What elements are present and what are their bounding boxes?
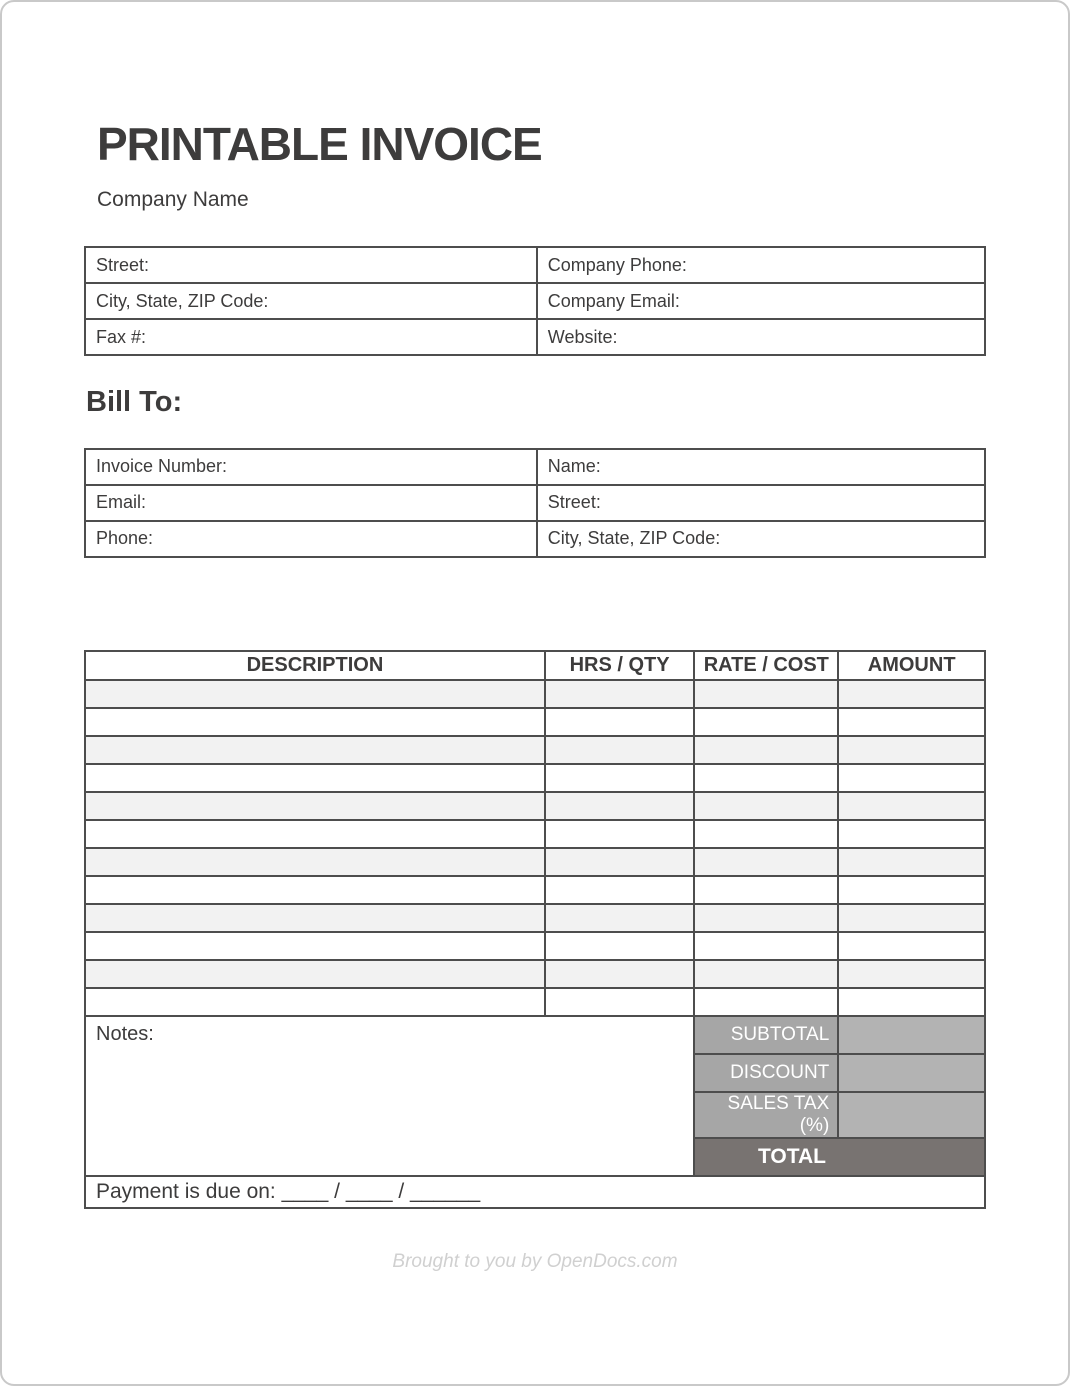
line-items-table [84, 650, 986, 1209]
field-label: Website: [547, 326, 618, 347]
company-website-field[interactable] [537, 319, 985, 355]
page-title: PRINTABLE INVOICE [97, 118, 542, 170]
line-item-cell[interactable] [838, 932, 985, 960]
line-item-cell[interactable] [694, 708, 838, 736]
line-item-row [85, 876, 985, 904]
line-item-row [85, 848, 985, 876]
company-name: Company Name [97, 188, 249, 212]
subtotal-row [85, 1016, 985, 1054]
table-row [85, 283, 985, 319]
line-item-cell[interactable] [85, 904, 545, 932]
sales-tax-value[interactable] [838, 1092, 985, 1138]
line-item-cell[interactable] [694, 820, 838, 848]
line-item-cell[interactable] [85, 932, 545, 960]
payment-due-line[interactable]: Payment is due on: ____ / ____ / ______ [85, 1176, 985, 1208]
line-item-cell[interactable] [545, 708, 694, 736]
line-item-cell[interactable] [838, 988, 985, 1016]
line-item-cell[interactable] [838, 820, 985, 848]
line-item-cell[interactable] [85, 708, 545, 736]
line-item-cell[interactable] [545, 764, 694, 792]
bill-to-city-state-zip-field[interactable] [537, 521, 985, 557]
table-row [85, 521, 985, 557]
page-content [2, 120, 1068, 1209]
line-item-cell[interactable] [545, 820, 694, 848]
summary-section [85, 1016, 985, 1208]
line-item-row [85, 932, 985, 960]
bill-to-street-field[interactable] [537, 485, 985, 521]
line-item-row [85, 904, 985, 932]
subtotal-label: SUBTOTAL [694, 1016, 838, 1054]
line-item-cell[interactable] [85, 764, 545, 792]
company-email-field[interactable] [537, 283, 985, 319]
line-item-cell[interactable] [85, 680, 545, 708]
line-item-cell[interactable] [694, 904, 838, 932]
line-item-cell[interactable] [694, 988, 838, 1016]
sales-tax-label: SALES TAX (%) [694, 1092, 838, 1138]
line-item-row [85, 680, 985, 708]
col-header-hrs-qty: HRS / QTY [545, 651, 694, 680]
line-item-cell[interactable] [838, 708, 985, 736]
line-item-cell[interactable] [545, 932, 694, 960]
line-item-row [85, 736, 985, 764]
line-item-cell[interactable] [545, 792, 694, 820]
bill-to-name-field[interactable] [537, 449, 985, 485]
line-item-cell[interactable] [838, 960, 985, 988]
footer-attribution: Brought to you by OpenDocs.com [392, 1250, 678, 1272]
bill-to-table [84, 448, 986, 558]
line-item-cell[interactable] [545, 876, 694, 904]
line-item-cell[interactable] [694, 736, 838, 764]
line-item-cell[interactable] [838, 680, 985, 708]
line-item-row [85, 988, 985, 1016]
notes-label: Notes: [96, 1022, 154, 1045]
line-item-cell[interactable] [694, 932, 838, 960]
line-item-cell[interactable] [85, 792, 545, 820]
total-label: TOTAL [694, 1138, 985, 1176]
line-item-cell[interactable] [85, 988, 545, 1016]
notes-field[interactable] [85, 1016, 694, 1176]
line-item-cell[interactable] [838, 848, 985, 876]
line-item-cell[interactable] [838, 876, 985, 904]
bill-to-heading: Bill To: [86, 386, 183, 419]
field-label: Invoice Number: [96, 456, 228, 477]
line-item-cell[interactable] [694, 848, 838, 876]
company-city-state-zip-field[interactable] [85, 283, 537, 319]
field-label: Phone: [96, 528, 154, 549]
field-label: Company Phone: [547, 254, 687, 275]
line-item-row [85, 820, 985, 848]
field-label: Email: [96, 492, 147, 513]
company-info-table [84, 246, 986, 356]
field-label: Company Email: [547, 290, 680, 311]
line-item-cell[interactable] [545, 904, 694, 932]
line-item-cell[interactable] [694, 792, 838, 820]
line-item-cell[interactable] [545, 960, 694, 988]
line-item-cell[interactable] [85, 848, 545, 876]
items-header-row [85, 651, 985, 680]
payment-row [85, 1176, 985, 1208]
line-item-cell[interactable] [694, 680, 838, 708]
table-row [85, 485, 985, 521]
line-item-cell[interactable] [838, 792, 985, 820]
company-fax-field[interactable] [85, 319, 537, 355]
company-phone-field[interactable] [537, 247, 985, 283]
table-row [85, 449, 985, 485]
company-street-field[interactable] [85, 247, 537, 283]
line-item-cell[interactable] [85, 960, 545, 988]
line-item-cell[interactable] [694, 960, 838, 988]
field-label: City, State, ZIP Code: [96, 290, 269, 311]
line-item-cell[interactable] [694, 876, 838, 904]
line-item-row [85, 960, 985, 988]
table-row [85, 247, 985, 283]
bill-to-phone-field[interactable] [85, 521, 537, 557]
bill-to-email-field[interactable] [85, 485, 537, 521]
line-item-cell[interactable] [85, 876, 545, 904]
table-row [85, 319, 985, 355]
discount-value[interactable] [838, 1054, 985, 1092]
col-header-amount: AMOUNT [838, 651, 985, 680]
field-label: Fax #: [96, 326, 147, 347]
line-items-body [85, 680, 985, 1016]
line-item-cell[interactable] [545, 680, 694, 708]
invoice-number-field[interactable] [85, 449, 537, 485]
line-item-cell[interactable] [85, 736, 545, 764]
field-label: Name: [547, 456, 601, 477]
col-header-description: DESCRIPTION [85, 651, 545, 680]
line-item-row [85, 764, 985, 792]
subtotal-value[interactable] [838, 1016, 985, 1054]
line-item-cell[interactable] [545, 736, 694, 764]
line-item-row [85, 708, 985, 736]
line-item-cell[interactable] [694, 764, 838, 792]
col-header-rate-cost: RATE / COST [694, 651, 838, 680]
line-item-cell[interactable] [838, 904, 985, 932]
field-label: City, State, ZIP Code: [547, 528, 721, 549]
line-item-cell[interactable] [85, 820, 545, 848]
line-item-cell[interactable] [545, 848, 694, 876]
discount-label: DISCOUNT [694, 1054, 838, 1092]
line-item-row [85, 792, 985, 820]
line-item-cell[interactable] [838, 764, 985, 792]
field-label: Street: [547, 492, 601, 513]
line-item-cell[interactable] [545, 988, 694, 1016]
field-label: Street: [96, 254, 150, 275]
line-item-cell[interactable] [838, 736, 985, 764]
